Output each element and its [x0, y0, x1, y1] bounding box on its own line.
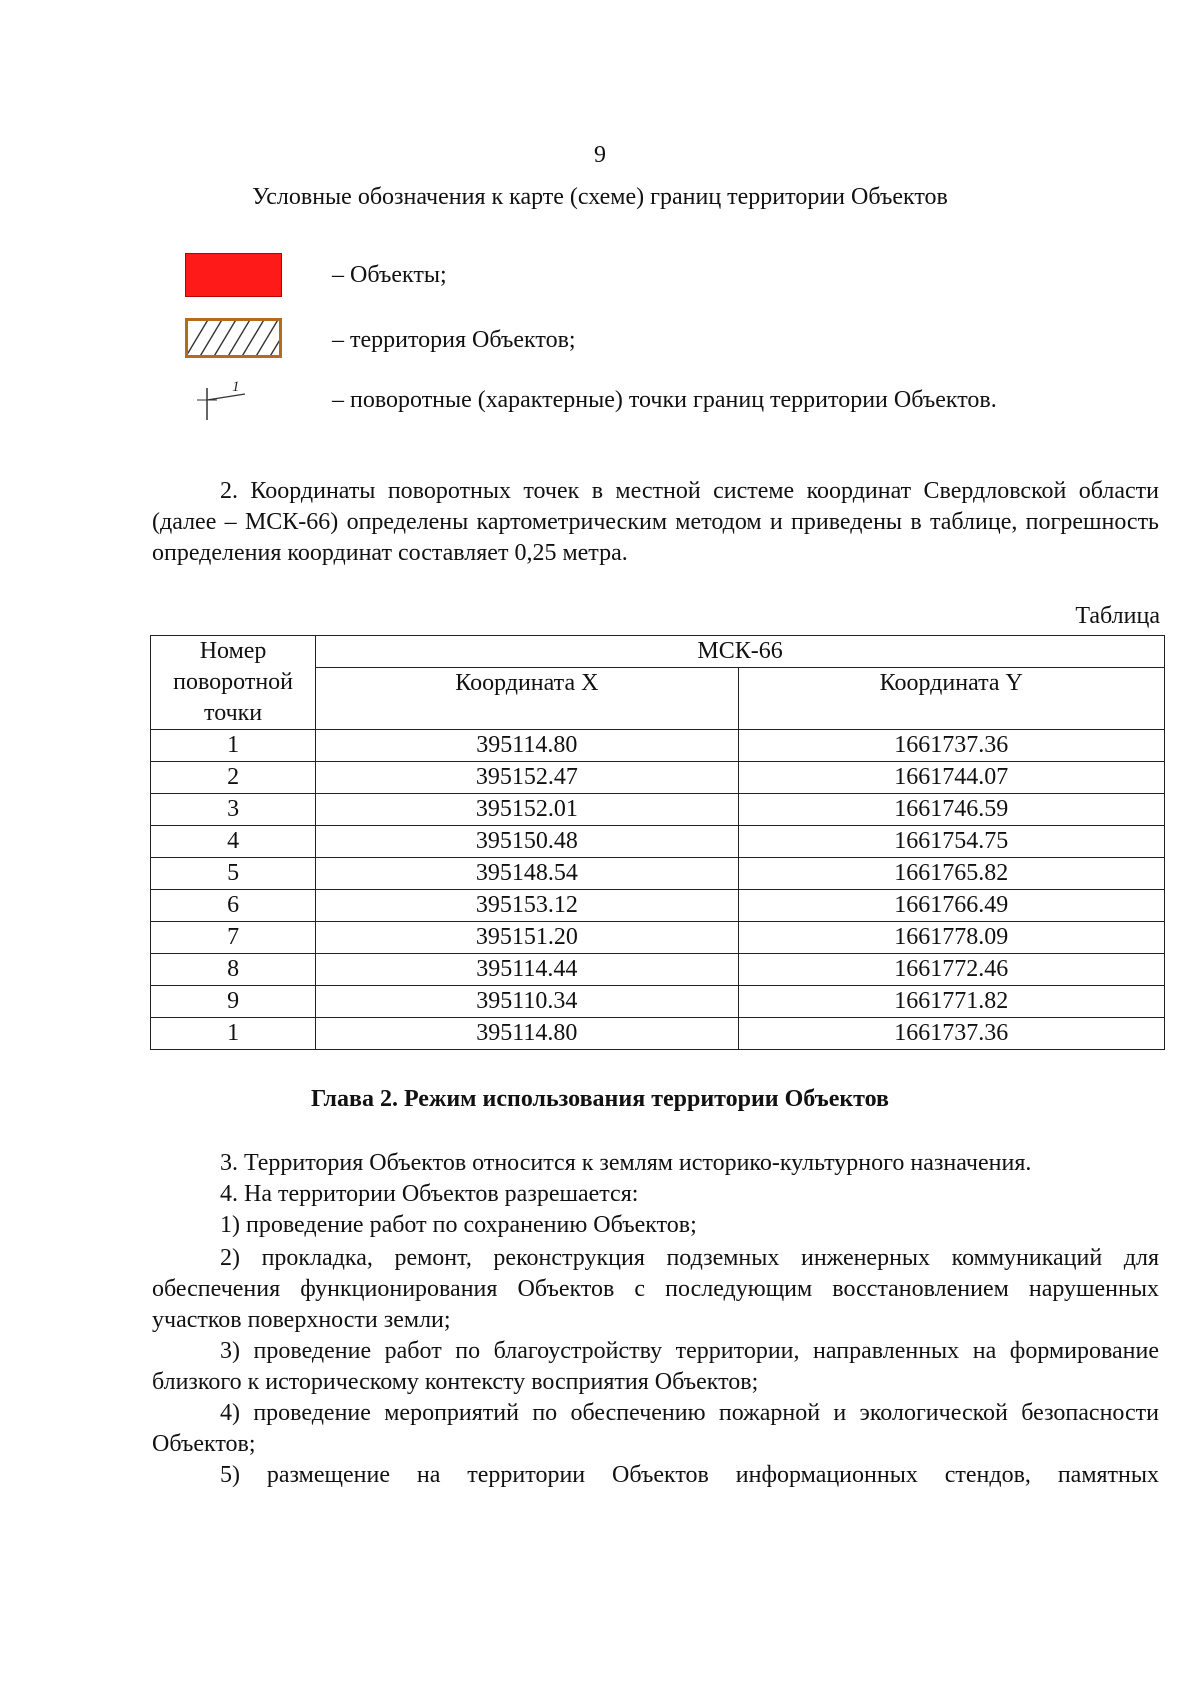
table-header-y: Координата Y [738, 668, 1164, 730]
list-item-1: 1) проведение работ по сохранению Объектов; [220, 1212, 697, 1238]
legend-item-label: – поворотные (характерные) точки границ территории Объектов. [332, 386, 997, 413]
cell-coord-x: 395151.20 [316, 922, 738, 954]
table-caption: Таблица [1075, 603, 1160, 629]
list-item-5: 5) размещение на территории Объектов информационных стендов, памятных [220, 1462, 1159, 1488]
cell-coord-y: 1661737.36 [738, 730, 1164, 762]
cell-point-number: 9 [151, 986, 316, 1018]
cell-coord-x: 395114.80 [316, 1018, 738, 1050]
cell-coord-x: 395153.12 [316, 890, 738, 922]
page-number: 9 [594, 142, 606, 168]
paragraph-permitted: 4. На территории Объектов разрешается: [220, 1181, 639, 1207]
legend-item-label: – территория Объектов; [332, 326, 576, 353]
cell-coord-y: 1661766.49 [738, 890, 1164, 922]
chapter-title: Глава 2. Режим использования территории Объектов [310, 1086, 890, 1112]
table-row [151, 794, 1165, 826]
cell-point-number: 4 [151, 826, 316, 858]
cell-coord-x: 395150.48 [316, 826, 738, 858]
table-row [151, 954, 1165, 986]
cell-coord-y: 1661754.75 [738, 826, 1164, 858]
header-number-line: Номер [199, 638, 267, 664]
legend-title: Условные обозначения к карте (схеме) границ территории Объектов [252, 184, 948, 210]
cell-point-number: 5 [151, 858, 316, 890]
header-number-line: точки [204, 700, 263, 726]
cell-coord-x: 395152.47 [316, 762, 738, 794]
territory-hatch-icon [185, 318, 282, 362]
coordinates-table [150, 635, 1165, 1050]
turning-point-marker-label: 1 [232, 379, 240, 395]
cell-coord-x: 395110.34 [316, 986, 738, 1018]
legend-item-turning-points [185, 378, 997, 422]
table-row [151, 986, 1165, 1018]
cell-coord-y: 1661771.82 [738, 986, 1164, 1018]
cell-point-number: 7 [151, 922, 316, 954]
cell-coord-y: 1661778.09 [738, 922, 1164, 954]
table-row [151, 826, 1165, 858]
paragraph-land-category: 3. Территория Объектов относится к землям историко-культурного назначения. [220, 1150, 1032, 1176]
cell-point-number: 1 [151, 1018, 316, 1050]
cell-point-number: 3 [151, 794, 316, 826]
table-header-number [151, 636, 316, 730]
table-row [151, 922, 1165, 954]
legend-item-label: – Объекты; [332, 261, 447, 288]
cell-coord-y: 1661772.46 [738, 954, 1164, 986]
cell-coord-y: 1661744.07 [738, 762, 1164, 794]
legend-item-territory [185, 318, 576, 362]
cell-coord-y: 1661746.59 [738, 794, 1164, 826]
cell-coord-x: 395152.01 [316, 794, 738, 826]
cell-coord-y: 1661765.82 [738, 858, 1164, 890]
cell-coord-x: 395114.44 [316, 954, 738, 986]
cell-point-number: 1 [151, 730, 316, 762]
turning-point-marker-icon [185, 378, 282, 422]
table-row [151, 1018, 1165, 1050]
table-row [151, 858, 1165, 890]
list-item-2: 2) прокладка, ремонт, реконструкция подземных инженерных коммуникаций для обеспечения функционирования Объектов с последующим восстановлением нарушенных участков поверхности земли; [152, 1245, 1159, 1333]
cell-coord-x: 395148.54 [316, 858, 738, 890]
cell-point-number: 8 [151, 954, 316, 986]
cell-point-number: 2 [151, 762, 316, 794]
cell-coord-y: 1661737.36 [738, 1018, 1164, 1050]
paragraph-coordinates: 2. Координаты поворотных точек в местной системе координат Свердловской области (далее – МСК-66) определены картометрическим методом и приведены в таблице, погрешность определения координат составляет 0,25 метра. [152, 478, 1159, 566]
legend-item-objects [185, 253, 447, 297]
header-number-line: поворотной [173, 669, 294, 695]
table-header-x: Координата X [316, 668, 738, 730]
objects-symbol-icon [185, 253, 282, 297]
table-row [151, 762, 1165, 794]
list-item-4: 4) проведение мероприятий по обеспечению пожарной и экологической безопасности Объектов; [152, 1400, 1159, 1457]
table-row [151, 730, 1165, 762]
table-row [151, 890, 1165, 922]
cell-point-number: 6 [151, 890, 316, 922]
list-item-3: 3) проведение работ по благоустройству территории, направленных на формирование близкого к историческому контексту восприятия Объектов; [152, 1338, 1159, 1395]
cell-coord-x: 395114.80 [316, 730, 738, 762]
table-header-system: МСК-66 [316, 636, 1165, 668]
